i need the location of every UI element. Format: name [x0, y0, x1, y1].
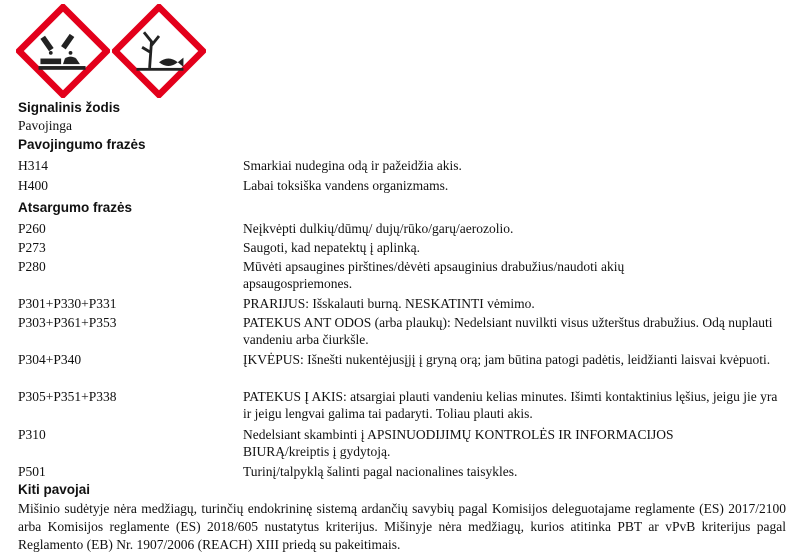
other-hazards-text: Mišinio sudėtyje nėra medžiagų, turinčių endokrininę sistemą ardančių savybių pagal Komisijos deleguotajame reglamente (ES) 2017/2100 arba Komisijos reglamente (ES) 2018/605 nustatytus kriterijus. Mišinyje nėra medžiagų, kurios atitinka PBT ar vPvB kriterijus pagal Reglamento (EB) Nr. 1907/2006 (REACH) XIII priedą su pakeitimais.: [18, 501, 786, 552]
precaution-code: P310: [18, 427, 46, 442]
precaution-code: P304+P340: [18, 352, 82, 367]
hazard-code: H314: [18, 158, 48, 173]
precaution-text: Mūvėti apsaugines pirštines/dėvėti apsauginius drabužius/naudoti akių apsaugospriemones.: [243, 259, 625, 291]
other-hazards-heading: Kiti pavojai: [18, 482, 91, 497]
precaution-text: Neįkvėpti dulkių/dūmų/ dujų/rūko/garų/aerozolio.: [243, 221, 514, 236]
signal-word-heading: Signalinis žodis: [18, 100, 121, 115]
precaution-code: P260: [18, 221, 46, 236]
hazard-statements-heading: Pavojingumo frazės: [18, 137, 146, 152]
hazard-code: H400: [18, 178, 48, 193]
precaution-text: PATEKUS ANT ODOS (arba plaukų): Nedelsiant nuvilkti visus užterštus drabužius. Odą nuplauti vandeniu arba čiurkšle.: [243, 315, 773, 347]
hazard-text: Smarkiai nudegina odą ir pažeidžia akis.: [243, 158, 462, 173]
precaution-text: Saugoti, kad nepatektų į aplinką.: [243, 240, 420, 255]
precaution-text: Nedelsiant skambinti į APSINUODIJIMŲ KONTROLĖS IR INFORMACIJOS BIURĄ/kreiptis į gydytoją.: [243, 427, 674, 459]
precaution-code: P301+P330+P331: [18, 296, 117, 311]
precaution-text: PRARIJUS: Išskalauti burną. NESKATINTI vėmimo.: [243, 296, 535, 311]
precaution-code: P280: [18, 259, 46, 274]
precaution-code: P303+P361+P353: [18, 315, 117, 330]
precautionary-statements-heading: Atsargumo frazės: [18, 200, 133, 215]
signal-word-value: Pavojinga: [18, 118, 72, 133]
precaution-code: P273: [18, 240, 46, 255]
environment-icon: [112, 4, 206, 98]
corrosion-icon: [16, 4, 110, 98]
hazard-text: Labai toksiška vandens organizmams.: [243, 178, 449, 193]
precaution-code: P501: [18, 464, 46, 479]
precaution-text: ĮKVĖPUS: Išnešti nukentėjusįjį į gryną orą; jam būtina patogi padėtis, leidžianti laisvai kvėpuoti.: [243, 352, 771, 367]
precaution-text: PATEKUS Į AKIS: atsargiai plauti vandeniu kelias minutes. Išimti kontaktinius lęšius, jeigu jie yra ir jeigu lengvai galima tai padaryti. Toliau plauti akis.: [243, 389, 778, 421]
precaution-text: Turinį/talpyklą šalinti pagal nacionalines taisykles.: [243, 464, 518, 479]
precaution-code: P305+P351+P338: [18, 389, 117, 404]
